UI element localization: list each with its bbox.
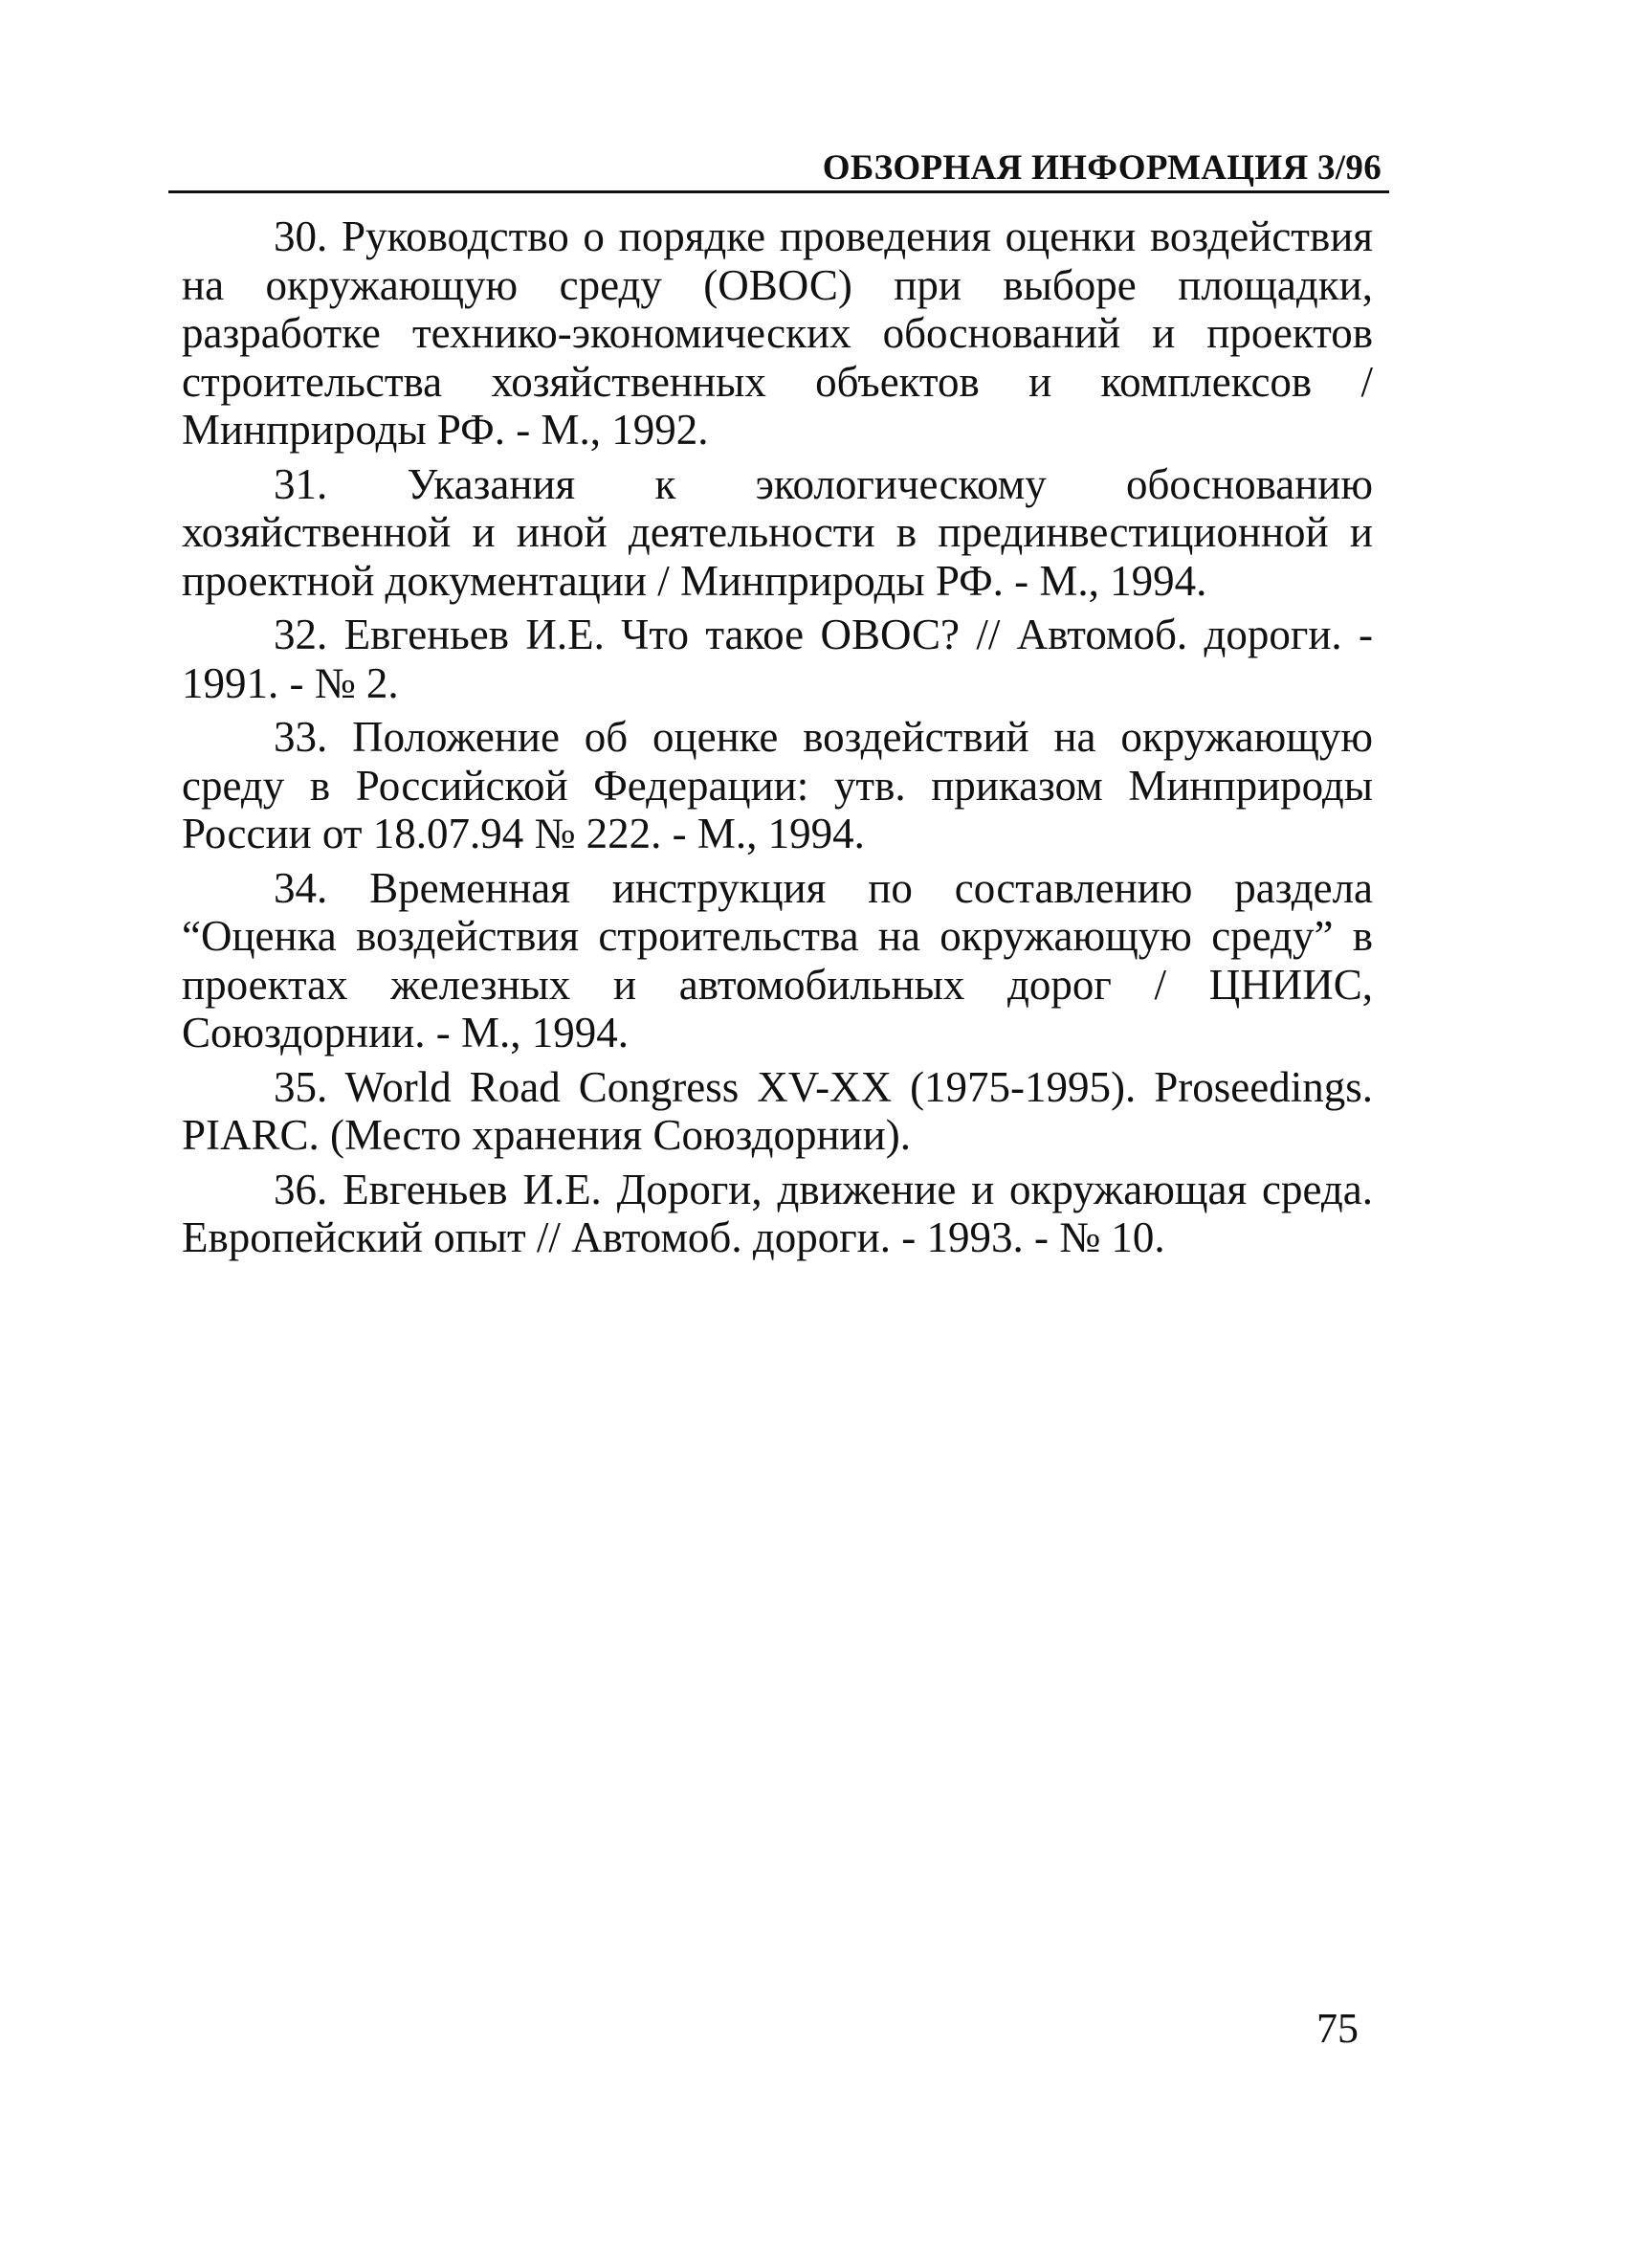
reference-number: 31. xyxy=(274,459,328,508)
reference-number: 32. xyxy=(274,611,328,658)
reference-item-35 xyxy=(182,1063,1373,1160)
page-number: 75 xyxy=(1316,2005,1359,2052)
reference-item-30 xyxy=(182,212,1373,455)
reference-number: 33. xyxy=(274,713,328,761)
reference-text: Указания к экологическому обоснованию хозяйственной и иной деятельности в прединвестиционной и проектной документации / Минприроды РФ. - М., 1994. xyxy=(182,459,1373,605)
reference-number: 35. xyxy=(274,1062,328,1111)
reference-list xyxy=(182,212,1373,1268)
reference-text: Руководство о порядке проведения оценки воздействия на окружающую среду (ОВОС) при выборе площадки, разработке технико-экономических обоснований и проектов строительства хозяйственных объектов и комплексов / Минприроды РФ. - М., 1992. xyxy=(182,212,1373,454)
reference-number: 30. xyxy=(274,212,328,260)
reference-text: Положение об оценке воздействий на окружающую среду в Российской Федерации: утв. приказом Минприроды России от 18.07.94 № 222. - М., 1994. xyxy=(182,713,1373,857)
running-header xyxy=(168,140,1389,193)
reference-number: 36. xyxy=(274,1165,328,1213)
reference-text: World Road Congress XV-XX (1975-1995). Proseedings. PIARC. (Место хранения Союздорнии). xyxy=(182,1062,1374,1159)
reference-item-33 xyxy=(182,713,1373,858)
reference-number: 34. xyxy=(274,863,328,912)
reference-text: Временная инструкция по составлению раздела “Оценка воздействия строительства на окружающую среду” в проектах железных и автомобильных дорог / ЦНИИС, Союздорнии. - М., 1994. xyxy=(182,863,1374,1056)
reference-text: Евгеньев И.Е. Что такое ОВОС? // Автомоб. дороги. - 1991. - № 2. xyxy=(182,611,1373,707)
reference-item-32 xyxy=(182,611,1373,707)
reference-text: Евгеньев И.Е. Дороги, движение и окружающая среда. Европейский опыт // Автомоб. дороги. - 1993. - № 10. xyxy=(182,1165,1374,1261)
running-header-title: ОБЗОРНАЯ ИНФОРМАЦИЯ 3/96 xyxy=(822,148,1382,188)
reference-item-31 xyxy=(182,460,1373,606)
reference-item-36 xyxy=(182,1166,1373,1262)
reference-item-34 xyxy=(182,864,1373,1057)
